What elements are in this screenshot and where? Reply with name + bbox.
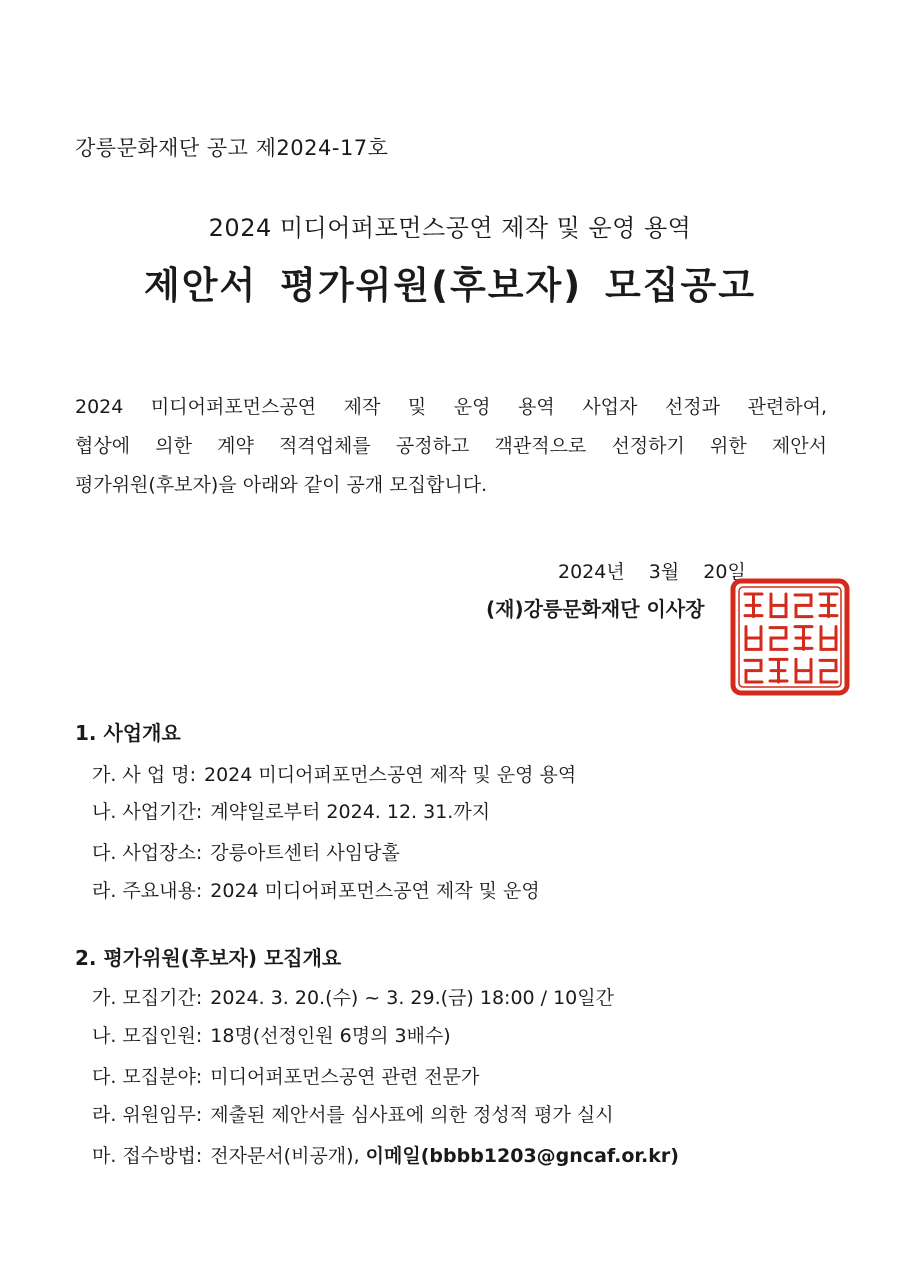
intro-paragraph bbox=[75, 388, 827, 505]
date-day: 20일 bbox=[703, 561, 746, 583]
seal-glyph bbox=[821, 627, 836, 650]
item-value: 미디어퍼포먼스공연 관련 전문가 bbox=[210, 1066, 480, 1088]
item-label: 가. 사 업 명: bbox=[92, 764, 196, 786]
item-label: 다. 모집분야: bbox=[92, 1066, 203, 1088]
item-value: 강릉아트센터 사임당홀 bbox=[210, 842, 400, 864]
official-seal-stamp bbox=[730, 578, 850, 696]
item-label: 마. 접수방법: bbox=[92, 1145, 203, 1167]
seal-glyph bbox=[795, 627, 812, 650]
item-label: 라. 위원임무: bbox=[92, 1104, 203, 1126]
item-label: 나. 모집인원: bbox=[92, 1025, 203, 1047]
item-label: 라. 주요내용: bbox=[92, 880, 203, 902]
document-number: 강릉문화재단 공고 제2024-17호 bbox=[75, 136, 389, 160]
list-item bbox=[92, 1062, 479, 1089]
list-item bbox=[92, 1021, 451, 1048]
item-value: 제출된 제안서를 심사표에 의한 정성적 평가 실시 bbox=[210, 1104, 614, 1126]
item-value: 전자문서(비공개), bbox=[210, 1145, 360, 1167]
section-title-overview: 1. 사업개요 bbox=[75, 721, 181, 745]
seal-glyph bbox=[820, 660, 837, 682]
item-value: 2024 미디어퍼포먼스공연 제작 및 운영 bbox=[210, 880, 540, 902]
list-item bbox=[92, 1141, 679, 1168]
date-month: 3월 bbox=[648, 561, 680, 583]
list-item bbox=[92, 876, 540, 903]
date-year: 2024년 bbox=[558, 561, 625, 583]
seal-glyph bbox=[745, 660, 762, 682]
seal-glyph bbox=[796, 659, 811, 682]
seal-glyph bbox=[771, 594, 786, 617]
list-item bbox=[92, 760, 576, 787]
seal-glyph bbox=[820, 594, 837, 617]
notice-subtitle: 2024 미디어퍼포먼스공연 제작 및 운영 용역 bbox=[208, 214, 692, 242]
list-item bbox=[92, 983, 614, 1010]
intro-line: 협상에 의한 계약 적격업체를 공정하고 객관적으로 선정하기 위한 제안서 bbox=[75, 435, 827, 457]
seal-glyph bbox=[770, 628, 787, 650]
list-item bbox=[92, 838, 400, 865]
intro-line: 2024 미디어퍼포먼스공연 제작 및 운영 용역 사업자 선정과 관련하여, bbox=[75, 396, 827, 418]
signer-name: (재)강릉문화재단 이사장 bbox=[486, 597, 705, 621]
item-label: 다. 사업장소: bbox=[92, 842, 203, 864]
intro-line: 평가위원(후보자)을 아래와 같이 공개 모집합니다. bbox=[75, 474, 488, 496]
item-value: 18명(선정인원 6명의 3배수) bbox=[210, 1025, 451, 1047]
seal-glyph bbox=[746, 627, 761, 650]
seal-glyph bbox=[770, 659, 787, 682]
section-title-recruitment: 2. 평가위원(후보자) 모집개요 bbox=[75, 946, 342, 970]
list-item bbox=[92, 1100, 614, 1127]
item-value: 2024 미디어퍼포먼스공연 제작 및 운영 용역 bbox=[203, 764, 577, 786]
item-label: 가. 모집기간: bbox=[92, 987, 203, 1009]
seal-glyph bbox=[795, 595, 812, 617]
item-label: 나. 사업기간: bbox=[92, 801, 203, 823]
notice-title: 제안서 평가위원(후보자) 모집공고 bbox=[144, 264, 756, 307]
seal-glyph bbox=[745, 594, 762, 617]
item-value: 계약일로부터 2024. 12. 31.까지 bbox=[210, 801, 491, 823]
email-address: 이메일(bbbb1203@gncaf.or.kr) bbox=[365, 1145, 679, 1167]
list-item bbox=[92, 797, 490, 824]
item-value: 2024. 3. 20.(수) ~ 3. 29.(금) 18:00 / 10일간 bbox=[210, 987, 614, 1009]
